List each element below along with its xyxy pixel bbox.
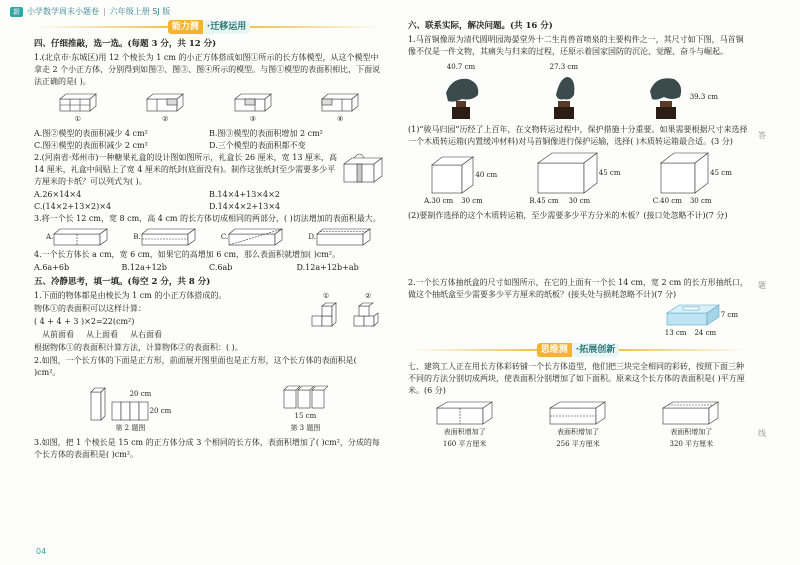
cube-model-icon	[58, 91, 98, 113]
cut-box-icon	[53, 228, 109, 246]
option-b[interactable]: B.12a+12b	[121, 263, 167, 272]
q4-options	[34, 262, 384, 274]
figure-caption: 第 2 题图	[115, 424, 146, 432]
option-tag: C.	[220, 233, 229, 241]
banner-label: 能力测	[168, 20, 203, 34]
grade-label: 六年级上册 SJ 版	[109, 7, 171, 16]
crate-b-row	[537, 151, 621, 195]
horse-head-icon	[544, 73, 584, 121]
crate-c-row	[660, 151, 732, 195]
option-tag: A.	[46, 233, 54, 241]
tissue-box-drawing	[665, 303, 738, 339]
dimension-label: 20 cm	[129, 390, 152, 398]
dimension-label: 40 cm	[475, 171, 498, 179]
cube-model-icon	[320, 91, 360, 113]
section-banner-2	[408, 343, 748, 357]
r-question-1: 1.马首铜像原为清代圆明园海晏堂外十二生肖兽首喷泉的主要构件之一，其尺寸如下图，马首铜像不仅是一件文物，其痛失与归来的过程，还原示着国家国防的沉沦、觉醒、奋斗与崛起。	[408, 35, 744, 56]
figure-caption: 表面积增加了	[670, 428, 713, 436]
r-question-1-part-2: (2)要制作选择的这个木质转运箱，至少需要多少平方分米的木板？(接口处忽略不计)(7 分)	[408, 211, 728, 220]
horse-head-icon	[438, 73, 484, 121]
tissue-box-row	[665, 303, 738, 327]
option-tag: D.	[308, 233, 316, 241]
r-question-3: 七、建筑工人正在用长方体彩砖铺一个长方体造型，他们把三块完全相同的彩砖，按照下面三种不同的方法分别切成两块，使表面积分别增加了如下面积。原来这个长方体的表面积是( )平方厘米。(6 分)	[408, 362, 745, 395]
option-tag: B.	[133, 233, 141, 241]
cut-option-b[interactable]	[133, 228, 196, 246]
cube-model-icon	[233, 91, 273, 113]
q5-text-block	[34, 290, 310, 342]
crate-box-icon	[537, 151, 599, 195]
crate-option-a[interactable]	[424, 155, 497, 207]
crate-box-icon	[660, 151, 710, 195]
question-3: 3.将一个长 12 cm，宽 8 cm，高 4 cm 的长方体切成相同的两部分，( )切法增加的表面积最大。	[34, 214, 381, 223]
figure-tag: ②	[364, 292, 372, 300]
option-b[interactable]: B.图③模型的表面积增加 2 cm²	[209, 129, 323, 138]
side-char: 题	[758, 281, 766, 290]
brick-cut-1	[436, 400, 494, 450]
option-b[interactable]: B.14×4+13×4×2	[209, 190, 280, 199]
option-c[interactable]: C.6ab	[209, 263, 233, 272]
banner-label: 思维测	[537, 343, 572, 357]
brick-cut-3	[662, 400, 720, 450]
figure-q2-drawing	[90, 386, 172, 422]
section-4-title: 四、仔细推敲，选一选。(每题 3 分，共 12 分)	[34, 39, 217, 49]
figure-tag: ②	[162, 115, 169, 123]
option-d[interactable]: D.14×4×2+13×4	[209, 202, 281, 211]
book-logo: 新	[10, 7, 23, 17]
right-column	[408, 18, 748, 453]
answer-space[interactable]	[408, 223, 748, 277]
dimension-label: 45 cm	[710, 169, 732, 177]
tissue-box-figure	[408, 303, 738, 339]
cut-box-icon	[141, 228, 197, 246]
dimension-label: 13 cm	[664, 329, 687, 337]
crate-options-figure	[408, 151, 748, 207]
q5-figures	[310, 290, 384, 342]
option-d[interactable]: D.三个模型的表面积都不变	[209, 141, 306, 150]
front-view-label: 从前面看	[42, 330, 74, 339]
figure-caption: 表面积增加了	[556, 428, 599, 436]
dimension-label: 45 cm	[536, 197, 559, 205]
tall-prism-icon	[90, 386, 106, 422]
section-5-title: 五、冷静思考，填一填。(每空 2 分，共 8 分)	[34, 277, 211, 287]
brick-icon	[436, 400, 494, 426]
horse-head-angle	[644, 73, 718, 121]
cut-option-d[interactable]	[308, 228, 372, 246]
object-1	[310, 290, 342, 342]
section-6-title: 六、联系实际，解决问题。(共 16 分)	[408, 21, 553, 31]
crate-a-dims	[431, 195, 482, 207]
net-row	[110, 400, 172, 422]
horse-head-figure	[408, 61, 748, 121]
option-d[interactable]: D.12a+12b+ab	[296, 263, 359, 272]
section-banner	[34, 20, 384, 34]
option-tag: A.	[424, 197, 432, 205]
q5-expression: ( 4 + 4 + 3 )×2=22(cm²)	[34, 317, 135, 326]
left-column	[34, 18, 384, 462]
header-separator: |	[103, 7, 106, 16]
brick-cut-2	[549, 400, 607, 450]
figure-caption: 表面积增加了	[443, 428, 486, 436]
question-2-block	[34, 152, 384, 189]
page-number: 04	[36, 547, 47, 556]
dimension-label: 24 cm	[694, 329, 717, 337]
crate-a-drawing	[431, 155, 497, 207]
dimension-label: 30 cm	[568, 197, 591, 205]
r-question-2: 2.一个长方体抽纸盒的尺寸如图所示，在它的上面有一个长 14 cm，宽 2 cm 的长方形抽纸口，做这个抽纸盒至少需要多少平方厘米的纸板？(接头处与损耗忽略不计)(7 分)	[408, 278, 748, 299]
dimension-label: 40.7 cm	[446, 63, 476, 71]
object-2	[352, 290, 384, 342]
option-tag: C.	[652, 197, 661, 205]
banner-subtitle: ·迁移运用	[203, 20, 250, 34]
q5-line-3: 根据物体①的表面积计算方法，计算物体②的表面积：( )。	[34, 343, 243, 352]
horse-head-side	[544, 61, 584, 121]
side-view-label: 从右面看	[130, 330, 162, 339]
cut-option-c[interactable]	[221, 228, 284, 246]
figure-tag: ①	[322, 292, 330, 300]
horse-head-front	[438, 61, 484, 121]
question-1: 1.(北京市·东城区)用 12 个棱长为 1 cm 的小正方体搭成如图①所示的长方体模型，从这个模型中拿走 2 个小正方体，分别得到如图②、图③、图④所示的模型。与图①模型的表面积相比，下面说法正确的是( )。	[34, 53, 381, 86]
stacked-cubes-icon	[310, 302, 342, 330]
area-value: 256 平方厘米	[556, 440, 600, 448]
q1-options	[34, 128, 384, 152]
tissue-box-dims	[665, 327, 716, 339]
q5-line-2: 物体①的表面积可以这样计算：	[34, 304, 146, 313]
option-c[interactable]: C.(14×2+13×2)×4	[34, 202, 112, 211]
dimension-label: 40 cm	[660, 197, 682, 205]
model-3	[233, 91, 273, 125]
dimension-label: 20 cm	[149, 407, 172, 415]
gift-box-icon	[340, 152, 384, 186]
net-icon	[110, 400, 150, 422]
model-4	[320, 91, 360, 125]
crate-box-icon	[431, 155, 475, 195]
option-a[interactable]: A.6a+6b	[34, 263, 70, 272]
option-tag: B.	[529, 197, 537, 205]
side-char: 答	[758, 131, 766, 140]
horse-head-icon	[644, 73, 690, 121]
cut-box-icon	[316, 228, 372, 246]
dimension-label: 30 cm	[461, 197, 483, 205]
dimension-label: 27.3 cm	[549, 63, 578, 71]
tissue-box-icon	[665, 303, 721, 327]
q2-options	[34, 189, 384, 213]
crate-a-row	[431, 155, 497, 195]
crate-c-drawing	[660, 151, 732, 207]
figure-q3	[282, 382, 328, 434]
brick-icon	[549, 400, 607, 426]
stacked-cubes-icon	[352, 302, 384, 330]
question-4: 4.一个长方体长 a cm，宽 6 cm，如果它的高增加 6 cm，那么表面积就增加( )cm²。	[34, 250, 341, 259]
cut-option-a[interactable]	[46, 228, 109, 246]
dimension-label: 30 cm	[431, 197, 454, 205]
figure-q2	[90, 386, 172, 434]
book-title: 小学数学周末小题卷	[27, 7, 99, 16]
dimension-label: 39.3 cm	[689, 93, 719, 101]
q6-q7-figures	[34, 382, 384, 434]
model-1	[58, 91, 98, 125]
option-a[interactable]: A.26×14×4	[34, 190, 82, 199]
cut-box-icon	[228, 228, 284, 246]
dimension-label: 45 cm	[598, 169, 621, 177]
r-question-1-part-1: (1)“骏马归园”历经了上百年，在文物转运过程中，保护措施十分重要。如果需要根据尺寸来选择一个木质转运箱(内置缓冲材料)对马首铜像进行保护运输，选择( )木质转运箱最合适。(3 分)	[408, 125, 748, 146]
net-diagram	[110, 388, 172, 422]
crate-c-dims	[660, 195, 711, 207]
page-header	[10, 6, 170, 17]
question-6: 2.如图，一个长方体的下面是正方形，前面展开图里面也是正方形，这个长方体的表面积是( )cm²。	[34, 356, 357, 377]
question-2: 2.(河南省·郑州市)一种糖果礼盒的设计图如图所示，礼盒长 26 厘米，宽 13 厘米，高 14 厘米，礼盒中间贴上了宽 4 厘米的纸封(底面没有)。制作这张纸封至少需要多少平方厘米的卡纸？可以列式为( )。	[34, 153, 337, 186]
area-value: 160 平方厘米	[442, 440, 487, 448]
banner-subtitle: ·拓展创新	[572, 343, 619, 357]
brick-cuts-figure	[408, 400, 748, 450]
figure-tag: ①	[74, 115, 81, 123]
cube-model-icon	[145, 91, 185, 113]
model-2	[145, 91, 185, 125]
crate-option-b[interactable]	[529, 151, 620, 207]
q5-block	[34, 290, 384, 342]
cut-options-figure	[34, 228, 384, 246]
option-c[interactable]: C.图④模型的表面积减少 2 cm²	[34, 141, 148, 150]
split-cube-icon	[282, 382, 328, 410]
question-7: 3.如图，把 1 个棱长是 15 cm 的正方体分成 3 个相同的长方体，表面积增加了( )cm²，分成的每个长方体的表面积是( )cm²。	[34, 438, 380, 459]
figure-tag: ④	[337, 115, 344, 123]
crate-b-drawing	[537, 151, 621, 207]
cube-models-figure	[34, 91, 384, 125]
side-char: 线	[758, 429, 766, 438]
q5-line-1: 1.下面的物体都是由棱长为 1 cm 的小正方体搭成的。	[34, 291, 227, 300]
crate-b-dims	[537, 195, 590, 207]
area-value: 320 平方厘米	[669, 440, 714, 448]
figure-tag: ③	[249, 115, 256, 123]
dimension-label: 30 cm	[689, 197, 712, 205]
option-a[interactable]: A.图②模型的表面积减少 4 cm²	[34, 129, 148, 138]
top-view-label: 从上面看	[86, 330, 118, 339]
figure-q3-drawing	[282, 382, 328, 410]
figure-caption: 第 3 题图	[290, 424, 321, 432]
dimension-label: 15 cm	[294, 412, 317, 420]
q5-view-labels	[34, 329, 310, 341]
brick-icon	[662, 400, 720, 426]
crate-option-c[interactable]	[653, 151, 732, 207]
dimension-label: 7 cm	[720, 311, 738, 319]
